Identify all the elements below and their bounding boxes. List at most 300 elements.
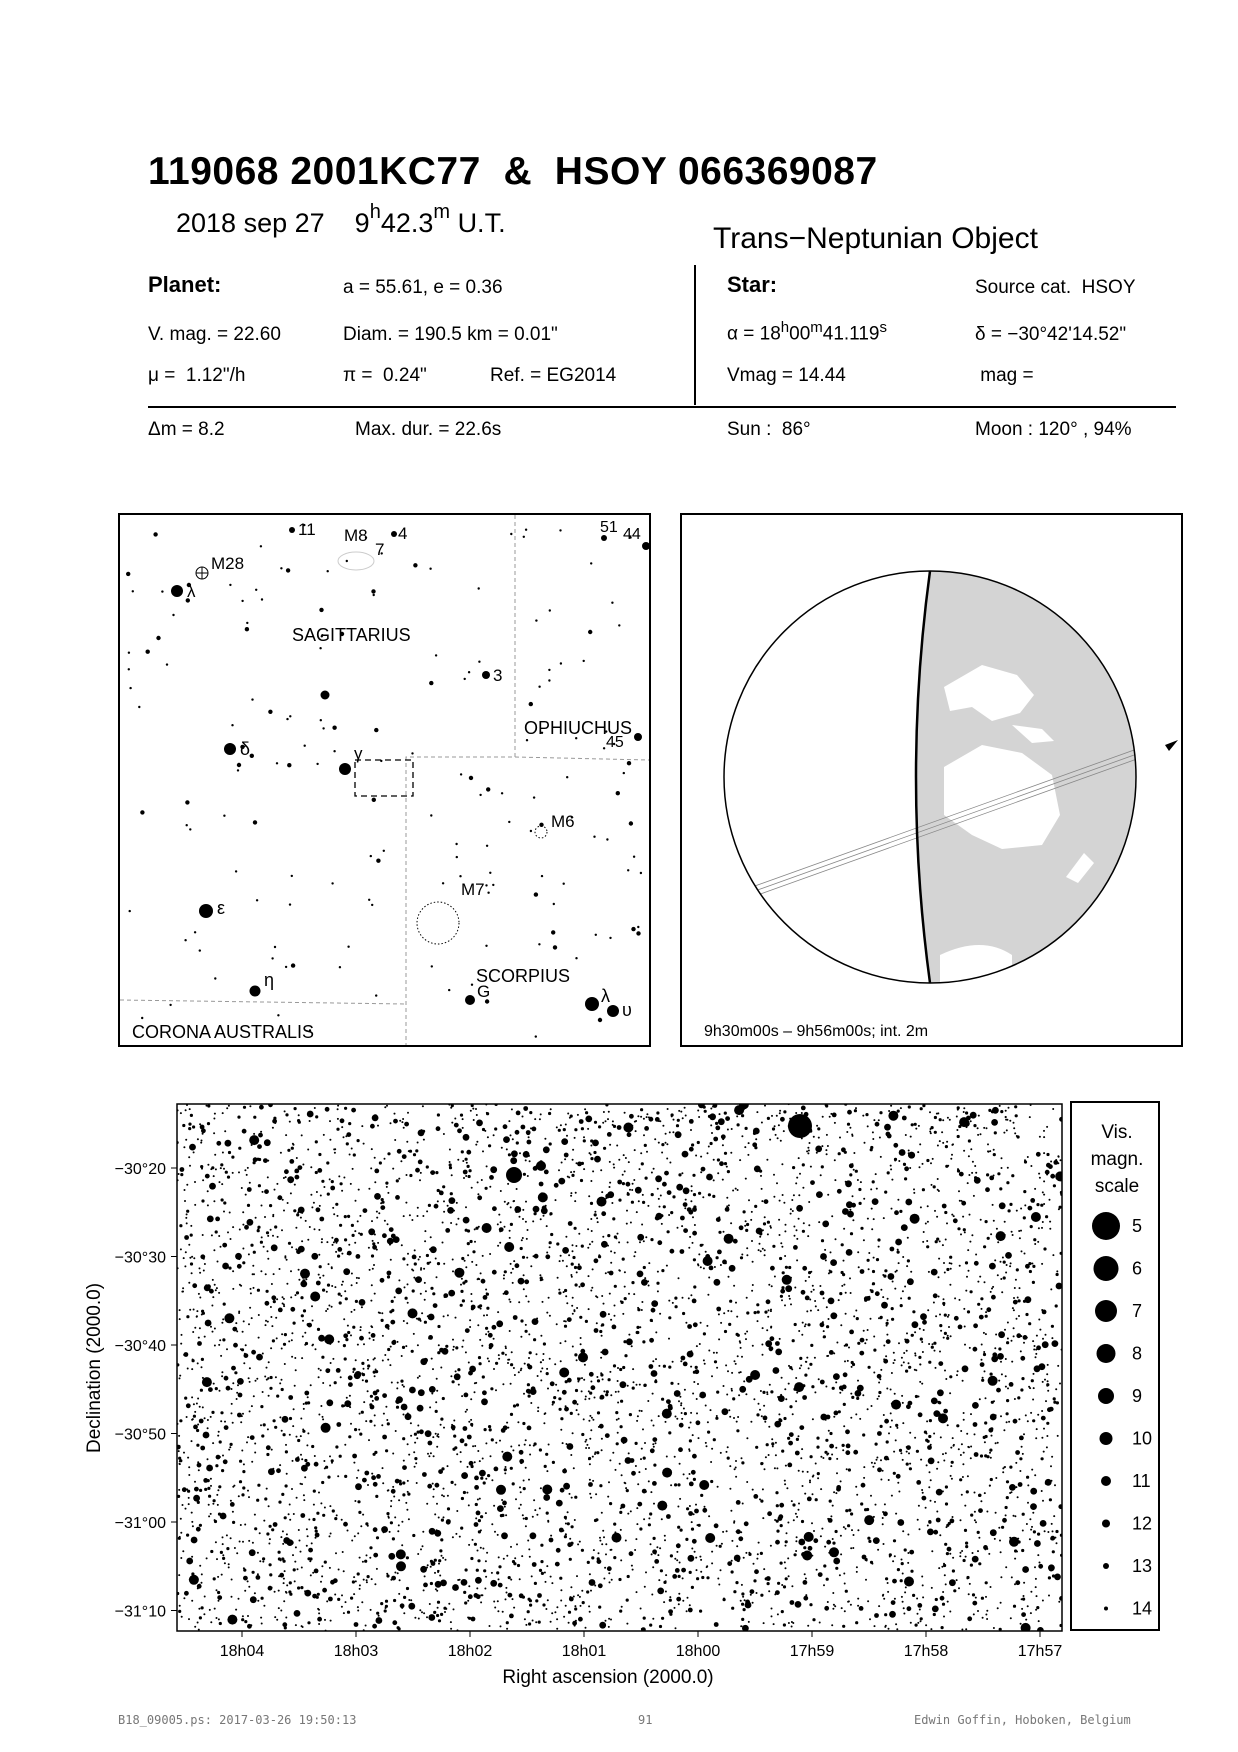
field-star (715, 1417, 718, 1420)
field-star (519, 1450, 524, 1455)
field-star (324, 1507, 326, 1509)
field-star (654, 1138, 656, 1140)
field-star (536, 1514, 538, 1516)
field-star (970, 1457, 972, 1459)
field-star (179, 1463, 181, 1465)
field-star (263, 1423, 266, 1426)
field-star (1003, 1276, 1006, 1279)
field-star (700, 1171, 702, 1173)
field-star (242, 1413, 244, 1415)
field-star (398, 1279, 400, 1281)
field-star (1051, 1480, 1053, 1482)
field-star (735, 1302, 737, 1304)
field-star (540, 1113, 542, 1115)
field-star (936, 1113, 938, 1115)
field-star (901, 1364, 903, 1366)
label-epsilon: ε (217, 898, 226, 918)
field-star (285, 1484, 288, 1487)
field-star (690, 1412, 692, 1414)
field-star (412, 1270, 414, 1272)
field-star (966, 1276, 968, 1278)
field-star (744, 1599, 746, 1601)
field-star (716, 1367, 718, 1369)
field-star (422, 1130, 425, 1133)
field-star (908, 1152, 915, 1159)
finder-star (237, 763, 241, 767)
star-lambda-sco (585, 997, 599, 1011)
field-star (427, 1564, 429, 1566)
field-star (873, 1372, 875, 1374)
field-star (547, 1599, 549, 1601)
field-star (430, 1287, 433, 1290)
field-star (269, 1387, 272, 1390)
field-star (426, 1165, 429, 1168)
field-star (357, 1606, 359, 1608)
field-star (281, 1430, 283, 1432)
field-star (414, 1442, 416, 1444)
field-star (214, 1328, 216, 1330)
field-star (733, 1417, 735, 1419)
field-star (672, 1131, 674, 1133)
field-star (502, 1501, 507, 1506)
field-star (994, 1121, 996, 1123)
field-star (680, 1216, 685, 1221)
field-star (943, 1616, 945, 1618)
field-star (983, 1127, 985, 1129)
field-star (322, 1416, 324, 1418)
field-star (409, 1387, 416, 1394)
field-star (540, 1335, 542, 1337)
field-star (837, 1189, 842, 1194)
field-star (417, 1405, 424, 1412)
field-star (464, 1601, 467, 1604)
field-star (292, 1554, 294, 1556)
field-star (296, 1249, 301, 1254)
field-star (720, 1322, 722, 1324)
field-star (1038, 1366, 1040, 1368)
field-star (407, 1493, 410, 1496)
field-star (947, 1335, 949, 1337)
field-star (902, 1530, 904, 1532)
field-star (706, 1445, 708, 1447)
field-star (201, 1573, 203, 1575)
field-star (182, 1550, 184, 1552)
field-star (627, 1193, 630, 1196)
field-star (376, 1536, 379, 1539)
field-star (377, 1242, 379, 1244)
field-star (244, 1524, 246, 1526)
field-star (331, 1306, 333, 1308)
field-star (662, 1125, 664, 1127)
field-star (347, 1530, 349, 1532)
field-star (714, 1523, 719, 1528)
field-star (657, 1588, 664, 1595)
field-star (1032, 1399, 1034, 1401)
field-star (796, 1438, 799, 1441)
finder-star (285, 966, 287, 968)
field-star (527, 1426, 532, 1431)
field-star (741, 1356, 743, 1358)
field-star (947, 1316, 949, 1318)
field-star (456, 1510, 458, 1512)
field-star (515, 1130, 520, 1135)
field-star (824, 1546, 826, 1548)
field-star (743, 1557, 745, 1559)
field-star (992, 1352, 997, 1357)
field-star (506, 1422, 508, 1424)
field-star (359, 1413, 361, 1415)
field-star (403, 1320, 405, 1322)
field-star (352, 1371, 354, 1373)
field-star (724, 1152, 727, 1155)
field-star (771, 1608, 773, 1610)
field-star (546, 1225, 548, 1227)
field-star (180, 1518, 182, 1520)
field-star (777, 1137, 779, 1139)
field-star (942, 1244, 944, 1246)
field-star (835, 1447, 837, 1449)
field-star (795, 1513, 797, 1515)
field-star (307, 1239, 309, 1241)
field-star (456, 1223, 458, 1225)
field-star (1005, 1566, 1007, 1568)
field-star (685, 1199, 687, 1201)
field-star (986, 1618, 988, 1620)
field-star (198, 1337, 200, 1339)
field-star (602, 1378, 604, 1380)
field-star (745, 1393, 747, 1395)
field-star (249, 1307, 251, 1309)
field-star (524, 1444, 526, 1446)
field-star (548, 1112, 551, 1115)
field-star (486, 1293, 489, 1296)
field-star (614, 1315, 616, 1317)
cluster-m7-icon (417, 902, 459, 944)
field-star (635, 1538, 637, 1540)
field-star (199, 1267, 201, 1269)
field-star (669, 1470, 672, 1473)
field-star (201, 1606, 204, 1609)
field-star (690, 1422, 692, 1424)
field-star (214, 1154, 216, 1156)
field-star (402, 1481, 405, 1484)
field-star (1035, 1349, 1037, 1351)
field-star (491, 1523, 493, 1525)
field-star (480, 1601, 482, 1603)
field-star (443, 1488, 445, 1490)
field-star (191, 1256, 193, 1258)
field-star (757, 1311, 760, 1314)
field-star (1026, 1476, 1029, 1479)
field-star (389, 1310, 392, 1313)
field-star (855, 1413, 857, 1415)
field-star (246, 1441, 248, 1443)
field-star (516, 1543, 518, 1545)
field-star (498, 1214, 500, 1216)
field-star (931, 1346, 934, 1349)
field-star (408, 1454, 410, 1456)
field-star (279, 1382, 281, 1384)
field-star (226, 1348, 228, 1350)
field-star (247, 1167, 249, 1169)
field-star (880, 1316, 883, 1319)
field-star (1013, 1127, 1015, 1129)
field-star (336, 1422, 341, 1427)
field-star (984, 1454, 987, 1457)
field-star (847, 1360, 849, 1362)
field-star (637, 1234, 644, 1241)
field-star (692, 1454, 697, 1459)
field-star (1059, 1596, 1064, 1601)
field-star (505, 1514, 507, 1516)
field-star (677, 1483, 680, 1486)
field-star (318, 1376, 320, 1378)
field-star (479, 1498, 481, 1500)
field-star (681, 1356, 686, 1361)
field-star (307, 1535, 309, 1537)
field-star (191, 1512, 193, 1514)
event-minutes: 42.3 (380, 208, 434, 238)
field-star (653, 1537, 656, 1540)
field-star (1000, 1415, 1002, 1417)
field-star (341, 1606, 343, 1608)
field-star (665, 1133, 667, 1135)
field-star (505, 1466, 507, 1468)
field-star (333, 1241, 335, 1243)
field-star (510, 1263, 512, 1265)
field-star (878, 1605, 880, 1607)
field-star (821, 1239, 824, 1242)
field-star (504, 1468, 507, 1471)
field-star (958, 1125, 961, 1128)
field-star (901, 1395, 903, 1397)
field-star (250, 1435, 255, 1440)
field-star (483, 1295, 488, 1300)
field-star (855, 1621, 858, 1624)
finder-star (287, 763, 291, 767)
field-star (546, 1368, 548, 1370)
field-star (809, 1299, 811, 1301)
field-star (961, 1494, 963, 1496)
field-star (850, 1292, 852, 1294)
field-star (710, 1108, 712, 1110)
field-star (316, 1512, 319, 1515)
field-star (1018, 1299, 1021, 1302)
field-star (925, 1507, 927, 1509)
field-star (250, 1624, 252, 1626)
field-star (467, 1165, 470, 1168)
label-g: G (477, 982, 491, 1001)
field-star (688, 1555, 695, 1562)
field-star (460, 1527, 463, 1530)
finder-star (609, 937, 611, 939)
field-star (729, 1416, 731, 1418)
field-star (764, 1105, 766, 1107)
field-star (805, 1578, 807, 1580)
field-star (844, 1360, 846, 1362)
field-star (504, 1290, 509, 1295)
field-star (620, 1529, 622, 1531)
field-star (770, 1266, 775, 1271)
field-star (521, 1125, 526, 1130)
field-star (264, 1497, 267, 1500)
field-star (571, 1263, 574, 1266)
field-star (834, 1122, 836, 1124)
field-star (1014, 1558, 1016, 1560)
field-star (351, 1148, 353, 1150)
field-star (777, 1396, 779, 1398)
field-star (249, 1135, 259, 1145)
field-star (949, 1119, 951, 1121)
field-star (958, 1587, 960, 1589)
field-star (280, 1559, 282, 1561)
field-star (430, 1236, 432, 1238)
finder-star (541, 875, 543, 877)
field-star (429, 1406, 431, 1408)
field-star (972, 1552, 974, 1554)
field-star (219, 1440, 222, 1443)
field-star (816, 1569, 818, 1571)
field-star (729, 1465, 731, 1467)
field-star (315, 1171, 318, 1174)
field-star (824, 1249, 826, 1251)
field-star (271, 1283, 273, 1285)
field-star (441, 1191, 443, 1193)
field-star (860, 1181, 862, 1183)
field-star (980, 1454, 983, 1457)
field-star (643, 1518, 645, 1520)
field-star (356, 1477, 358, 1479)
field-star (606, 1390, 609, 1393)
field-star (917, 1519, 919, 1521)
field-star (803, 1596, 808, 1601)
field-star (1031, 1469, 1033, 1471)
field-star (646, 1116, 648, 1118)
field-star (460, 1284, 462, 1286)
field-star (307, 1432, 309, 1434)
finder-star (189, 828, 191, 830)
field-star (476, 1120, 483, 1127)
field-star (435, 1410, 438, 1413)
field-star (722, 1408, 729, 1415)
field-star (382, 1360, 384, 1362)
field-star (654, 1559, 659, 1564)
field-star (916, 1598, 918, 1600)
field-star (832, 1113, 837, 1118)
field-star (851, 1134, 853, 1136)
field-star (1054, 1484, 1056, 1486)
field-star (682, 1312, 685, 1315)
field-star (594, 1397, 596, 1399)
field-star (558, 1289, 560, 1291)
field-star (706, 1576, 709, 1579)
field-star (188, 1244, 190, 1246)
field-star (214, 1284, 216, 1286)
field-star (999, 1202, 1006, 1209)
field-star (186, 1210, 189, 1213)
field-star (225, 1171, 228, 1174)
field-star (407, 1443, 409, 1445)
field-star (708, 1350, 710, 1352)
field-star (907, 1562, 909, 1564)
field-star (212, 1503, 214, 1505)
field-star (284, 1255, 286, 1257)
field-star (454, 1373, 461, 1380)
field-star (876, 1459, 878, 1461)
field-star (862, 1115, 864, 1117)
field-star (266, 1453, 269, 1456)
field-star (360, 1525, 362, 1527)
field-star (185, 1508, 187, 1510)
field-star (270, 1316, 272, 1318)
field-star (951, 1214, 953, 1216)
field-star (361, 1362, 364, 1365)
field-star (945, 1485, 948, 1488)
field-star (470, 1398, 472, 1400)
field-star (222, 1536, 224, 1538)
field-star (930, 1162, 932, 1164)
field-star (860, 1502, 863, 1505)
field-star (345, 1135, 347, 1137)
field-star (785, 1465, 787, 1467)
field-star (390, 1346, 392, 1348)
field-star (373, 1371, 376, 1374)
field-star (882, 1274, 884, 1276)
field-star (188, 1618, 190, 1620)
field-star (640, 1152, 642, 1154)
finder-star (636, 931, 640, 935)
field-star (726, 1530, 728, 1532)
field-star (807, 1147, 809, 1149)
field-star (746, 1254, 748, 1256)
field-star (591, 1287, 593, 1289)
field-star (413, 1153, 416, 1156)
field-star (795, 1112, 797, 1114)
field-star (634, 1149, 636, 1151)
field-star (668, 1300, 670, 1302)
field-star (241, 1450, 243, 1452)
field-star (282, 1303, 284, 1305)
field-star (770, 1227, 772, 1229)
finder-star (371, 589, 375, 593)
field-star (761, 1415, 763, 1417)
field-star (642, 1194, 644, 1196)
field-star (965, 1545, 968, 1548)
field-star (710, 1142, 713, 1145)
field-star (213, 1118, 215, 1120)
field-star (399, 1120, 401, 1122)
finder-star (611, 602, 613, 604)
field-star (574, 1227, 577, 1230)
field-star (917, 1622, 919, 1624)
field-star (493, 1505, 495, 1507)
field-star (417, 1425, 419, 1427)
field-star (939, 1140, 941, 1142)
field-star (437, 1262, 440, 1265)
field-star (260, 1241, 263, 1244)
field-star (247, 1187, 252, 1192)
finder-star (286, 718, 288, 720)
field-star (271, 1528, 274, 1531)
field-star (199, 1297, 201, 1299)
field-star (809, 1603, 812, 1606)
field-star (328, 1263, 330, 1265)
field-star (728, 1276, 730, 1278)
field-star (1009, 1120, 1011, 1122)
field-star (420, 1172, 422, 1174)
field-star (843, 1425, 845, 1427)
planet-reference: Ref. = EG2014 (490, 365, 617, 386)
